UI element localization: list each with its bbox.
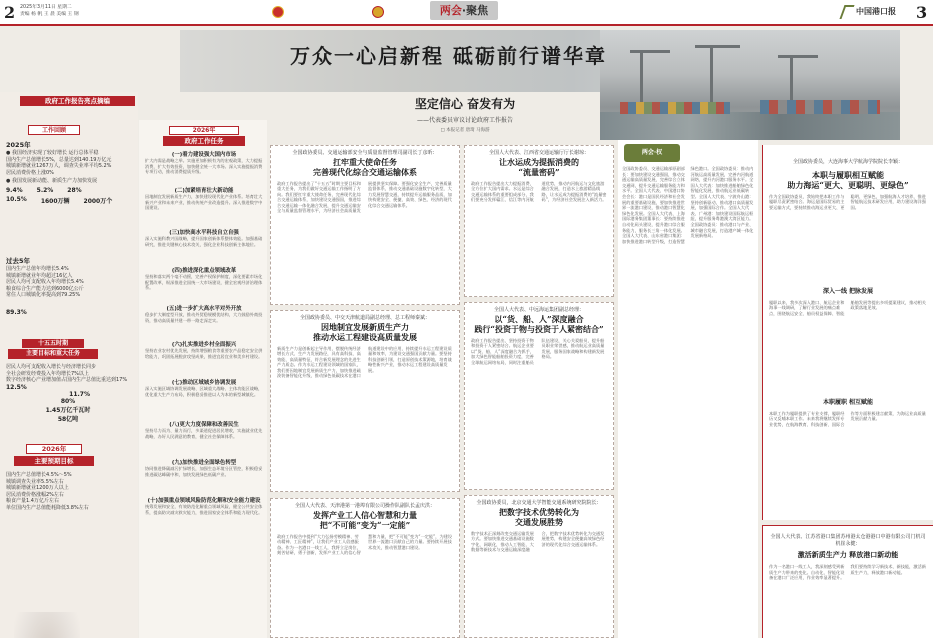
- list-item: 国内生产总值增长4.5%～5%: [6, 472, 72, 478]
- article-card: 全国人大代表、江西省交通运输厅厅长谢琼： 让水运成为提振消费的 “流量密码” 政府工作报告提出大力提振消费，全方位扩大国内需求。水运是综合交通运输体系的重要组成部分，我们要充分发挥赣江、信江等内河航道优势，推动内河航运与文化旅游融合发展，打造水上旅游精品线路，让水运成为提振消费的“流量密码”，为经济社会发展注入新活力。: [464, 145, 614, 297]
- article-subheading: 深入一线 把脉发展: [822, 287, 874, 295]
- list-item: 居民消费价格涨幅2%左右: [6, 491, 64, 498]
- stat-value: 11.7%: [69, 390, 90, 398]
- list-item: 粮食综合生产能力达到6000亿公斤: [6, 285, 84, 292]
- list-item: 城镇新增就业1200万人以上: [6, 485, 69, 491]
- article-card: 全国政协委员，北京交通大学智能交通系统研究院院长： 把数字技术优势转化为 交通发展胜势 数字技术正深刻改变交通运输发展方式。要加快推进交通基础设施数字化、网联化，推动人工智能、大数据等新技术与交通运输深度融合，把数字技术优势转化为交通发展胜势，构建安全便捷高效绿色经济的现代化综合交通运输体系。: [464, 495, 614, 638]
- article-card: 全国政协委员，大连海事大学航海学院院长李颖： 本职与履职相互赋能 助力海运“更大、更聪明、更绿色” 作为全国政协委员，我始终把本职工作与履职尽责紧密结合。海运是国际贸易的主要运输方式，要持续推动海运业更大、更聪明、更绿色，加强航海人才培养，推进智能航运技术研发应用，助力建设海洋强国。 深入一线 把脉发展 履职以来，我多次深入港口、航运企业和海事一线调研，了解行业发展的痛点难点，围绕航运安全、船员权益保障、智能船舶发展等提出多项提案建议，推动相关政策落地见效。 本职履职 相互赋能 本职工作为履职提供了专业支撑，履职经历又反哺本职工作。未来我将继续发挥专业优势，在航海教育、科技创新、国际合作等方面积极建言献策，为海运业高质量发展贡献力量。: [762, 145, 933, 520]
- task-heading: (二)加紧培育壮大新动能: [174, 188, 234, 194]
- remarks-logo-text: 两会·权: [641, 149, 663, 156]
- article-subheading: 本职履职 相互赋能: [822, 398, 874, 406]
- stat-value: 28%: [67, 186, 82, 194]
- port-photo: [600, 30, 900, 140]
- items-goals-list: [6, 472, 130, 511]
- items-past5-list: [6, 266, 130, 318]
- section-tab: [430, 1, 498, 20]
- paper-logo-icon: [839, 5, 854, 19]
- list-item: 数字经济核心产业增加值占国内生产总值比重达到17%: [6, 377, 128, 383]
- article-title: 本职与履职相互赋能: [812, 169, 884, 180]
- task-heading: (九)加快推进全面绿色转型: [171, 460, 237, 466]
- article-card: 全国政协委员、交通运输部安全与质量监督管理司副司长丁彦昕： 扛牢重大使命任务 完善现代化综合交通运输体系 政府工作报告提出了“十五五”时期主要目标和重大任务，为我们做好交通运输工作指明了方向。我们要扛牢重大使命任务，完善现代化综合交通运输体系，加快建设交通强国，推进综合交通运输一体化融合发展，提升交通运输安全与质量监督管理水平，为经济社会高质量发展提供坚实保障。要强化安全生产，完善质量监督体系，推动交通基础设施数字化转型，大力发展智慧交通，持续提升运输服务品质，加快构建安全、便捷、高效、绿色、经济的现代化综合交通运输体系。: [270, 145, 460, 305]
- list-item: 城镇新增就业年均超过16亿人: [6, 272, 73, 279]
- stat-value: 1600万辆: [40, 197, 70, 205]
- list-item: 居民消费价格上涨0%: [6, 169, 54, 176]
- article-label: 全国政协委员、中交天津航道局副总经理、总工程师秦斌：: [299, 315, 430, 321]
- article-label: 全国政协委员、交通运输部安全与质量监督管理司副司长丁彦昕：: [292, 150, 438, 156]
- feature-title: 坚定信心 奋发有为: [414, 97, 516, 111]
- stat-value: 89.3%: [6, 308, 27, 316]
- tasks-title: 政府工作任务: [163, 136, 245, 146]
- section-rest: ·聚焦: [461, 4, 489, 17]
- stat-value: 80%: [60, 397, 76, 405]
- task-heading: (七)推动区域城乡协调发展: [171, 380, 237, 386]
- article-title: 激活新质生产力 释放港口新动能: [797, 550, 899, 559]
- list-item: 常住人口城镇化率提高到79.25%: [6, 292, 81, 298]
- task-heading: (四)推进深化重点领域改革: [171, 268, 237, 274]
- task-heading: (三)加快高水平科技自立自强: [169, 230, 239, 236]
- tasks-column: [139, 120, 267, 638]
- list-item: ● 我国经济实现了较好增长 运行总体平稳: [6, 150, 99, 156]
- article-card: 全国政协委员、中交天津航道局副总经理、总工程师秦斌： 因地制宜发展新质生产力 推动水运工程建设高质量发展 新质生产力是创新起主导作用，摆脱传统经济增长方式、生产力发展路径，具有高科技、高效能、高质量特征，符合新发展理念的先进生产力质态。作为水运工程建设领域的国家队，我们要因地制宜发展新质生产力，加快推进疏浚装备智能化升级，推动绿色低碳技术在港口航道建设中的应用，持续提升水运工程建设质量和效率，为建设交通强国贡献力量。要坚持科技创新引领，打造原创技术策源地，培育战略性新兴产业，推动水运工程建设高质量发展。: [270, 310, 460, 492]
- date-line: 2025年3月11日 星期二: [20, 5, 72, 10]
- list-item: ● 我国发展新动能、新质生产力加快发展: [6, 178, 97, 184]
- tasks-list: (一)着力建设强大国内市场 扩大内需是战略之举。实施更加积极有为的宏观政策，大力提振消费，扩大有效投资，加快健全统一大市场。深入实施提振消费专项行动，推动消费提质升级。 (二)加紧培育壮大新动能 因地制宜发展新质生产力，加快建设现代化产业体系。培育壮大新兴产业和未来产业，推动传统产业改造提升。深入推进数字中国建设。 (三)加快高水平科技自立自强 深入实施科教兴国战略，提升国家创新体系整体效能。加强基础研究，推进关键核心技术攻关，强化企业科技创新主体地位。 (四)推进深化重点领域改革 坚持和落实两个毫不动摇，完善产权保护制度，深化要素市场化配置改革，纵深推进全国统一大市场建设，健全宏观经济治理体系。 (五)进一步扩大高水平对外开放 稳步扩大制度型开放，推动外贸稳规模优结构，大力鼓励外商投资，推动高质量共建一带一路走深走实。 (六)扎实推进乡村全面振兴 坚持农业农村优先发展，持续增强粮食等重要农产品稳定安全供给能力，巩固拓展脱贫攻坚成果，推进宜居宜业和美乡村建设。 (七)推动区域城乡协调发展 深入实施区域协调发展战略、区域重大战略、主体功能区战略，优化重大生产力布局，积极稳妥推进以人为本的新型城镇化。 (八)更大力度保障和改善民生 坚持尽力而为、量力而行，多渠道促进居民增收，实施就业优先战略，办好人民满意的教育，健全社会保障体系。 (九)加快推进全面绿色转型 协同推进降碳减污扩绿增长，加强生态环境分区管控，积极稳妥推进碳达峰碳中和，加快发展绿色低碳产业。 (十)加强重点领域风险防范化解和安全能力建设 统筹发展和安全，有效防范化解重点领域风险，健全公共安全体系，提高防灾减灾救灾能力，推进国家安全体系和能力现代化。: [145, 152, 263, 515]
- editor-line: 责编 杨 帆 王 晨 美编 王 钢: [20, 12, 79, 17]
- article-title: 让水运成为提振消费的: [499, 156, 579, 167]
- article-label: 全国人大代表、江西省交通运输厅厅长谢琼：: [488, 150, 589, 156]
- article-label: 全国人大代表、江苏省港口集团苏州港太仓港港口中港有限公司门机司机崔永健：: [770, 534, 926, 547]
- national-emblem-icon: [272, 6, 284, 18]
- article-title: 把“不可能”变为“一定能”: [319, 519, 411, 530]
- stat-value: 2000万个: [83, 197, 113, 205]
- items-2025-list: [6, 150, 130, 205]
- stat-value: 9.4%: [6, 186, 23, 194]
- article-label: 全国政协委员，大连海事大学航海学院院长李颖：: [792, 159, 903, 165]
- list-item: 单位国内生产总值能耗降低3.8%左右: [6, 504, 89, 511]
- list-item: 居民人均可支配收入年均增长5.4%: [6, 279, 84, 285]
- article-title: 把数字技术优势转化为: [499, 506, 579, 517]
- cppcc-emblem-icon: [372, 6, 384, 18]
- masthead: [0, 0, 933, 26]
- article-label: 全国人大代表、天津港第一港埠有限公司操作队副队长孟庆洪：: [294, 503, 435, 509]
- feature-byline: □ 本报记者 唐琦 马海游: [440, 128, 490, 133]
- sidebar-title: 政府工作报告亮点摘编: [20, 96, 135, 106]
- list-item: 粮食产量1.4万亿斤左右: [6, 498, 59, 504]
- task-heading: (一)着力建设强大国内市场: [171, 152, 237, 158]
- goals-title-2: 主要预期目标: [14, 456, 94, 466]
- stat-value: 58亿吨: [57, 415, 79, 423]
- section-red: 两会: [439, 4, 462, 17]
- stat-value: 1.45万亿千瓦时: [45, 406, 91, 414]
- article-title: 发挥产业工人信心智慧和力量: [313, 509, 417, 520]
- paper-name: 中国港口报: [856, 6, 896, 16]
- goals-title-1: 2026年: [26, 444, 82, 454]
- decorative-smoke-image: [14, 612, 80, 638]
- stat-value: 10.5%: [6, 195, 27, 203]
- remarks-column: 两会·权 全国政协委员、交通运输部原副部长：要加快建设交通强国，推动交通运输高质量发展，完善综合立体交通网，提升交通运输服务能力和水平。全国人大代表、中国港口协会会长：港口是国民经济和社会发展的重要基础设施，要加快推进世界一流港口建设，推动港口智慧化绿色化发展。全国人大代表、上海国际港务集团董事长：要持续推进自动化码头建设，提升港口综合服务能力，服务长三角一体化发展。全国人大代表、山东省港口集团：加快推进港口转型升级，打造智慧绿色港口。全国政协委员：推动内河航运高质量发展，完善内河航道网络，提升内河港口服务水平。全国人大代表：加快推进船舶绿色化智能化发展，推动航运业低碳转型。全国人大代表、宁波舟山港：坚持创新驱动，推动港口高质量发展，加强国际合作。全国人大代表、广州港：加快建设国际航运枢纽，提升服务粤港澳大湾区能力。全国政协委员：推动港口与产业、城市融合发展，打造港产城一体化发展新格局。: [618, 140, 758, 638]
- page-headline: 万众一心启新程 砥砺前行谱华章: [290, 44, 607, 68]
- article-title: 扛牢重大使命任务: [333, 156, 397, 167]
- feature-subtitle: ——代表委员审议讨论政府工作报告: [416, 117, 513, 124]
- article-title: 因地制宜发展新质生产力: [321, 321, 409, 332]
- list-item: 国内生产总值年均增长5.4%: [6, 266, 69, 272]
- article-title: 交通发展胜势: [515, 516, 563, 527]
- article-title: 践行“投资于物与投资于人紧密结合”: [474, 323, 604, 334]
- article-title: 推动水运工程建设高质量发展: [313, 331, 417, 342]
- article-title: 以“货、船、人”深度融合: [494, 313, 584, 324]
- past5-title: 过去5年: [6, 257, 31, 265]
- article-label: 全国政协委员，北京交通大学智能交通系统研究院院长：: [476, 500, 602, 506]
- task-heading: (五)进一步扩大高水平对外开放: [166, 306, 242, 312]
- list-item: 城镇调查失业率5.5%左右: [6, 478, 64, 485]
- remarks-logo: [624, 144, 680, 162]
- article-title: 完善现代化综合交通运输体系: [313, 166, 417, 177]
- article-title: “流量密码”: [518, 166, 560, 177]
- feature-header: [375, 95, 555, 133]
- article-title: 助力海运“更大、更聪明、更绿色”: [787, 179, 909, 190]
- list-item: 居民人均可支配收入增长与经济增长同步: [6, 364, 97, 370]
- task-heading: (十)加强重点领域风险防范化解和安全能力建设: [147, 498, 261, 504]
- plan-title-1: 十五五时期: [22, 339, 84, 348]
- items-plan-list: [6, 364, 130, 423]
- task-heading: (六)扎实推进乡村全面振兴: [171, 342, 237, 348]
- year-2025: 2025年: [6, 141, 31, 149]
- article-card: 全国人大代表、天津港第一港埠有限公司操作队副队长孟庆洪： 发挥产业工人信心智慧和力量 把“不可能”变为“一定能” 政府工作报告中提到“大力弘扬劳模精神、劳动精神、工匠精神”，让我们产业工人倍感振奋。作为一名港口一线工人，我将立足岗位，刻苦钻研，勇于创新，发挥产业工人的信心智慧和力量，把“不可能”变为“一定能”，为建设世界一流港口贡献自己的力量。要持续开展技术攻关，推动智慧港口建设。: [270, 498, 460, 638]
- tasks-year: 2026年: [169, 126, 239, 135]
- article-card: 全国人大代表、中远海运集团副总经理： 以“货、船、人”深度融合 践行“投资于物与投资于人紧密结合” 政府工作报告提出，坚持投资于物和投资于人紧密结合。航运企业要以“货、船、人”深度融合为抓手，加大绿色智能船舶投资力度，完善全球航运网络布局，同时注重船员队伍建设，关心关爱船员，提升船员职业荣誉感，推动航运业高质量发展，服务国家战略和构建新发展格局。: [464, 302, 614, 490]
- article-label: 全国人大代表、中远海运集团副总经理：: [493, 307, 584, 313]
- list-item: 国内生产总值增长5%，总量达到140.19万亿元: [6, 156, 112, 163]
- article-card: 全国人大代表、江苏省港口集团苏州港太仓港港口中港有限公司门机司机崔永健： 激活新质生产力 释放港口新动能 作为一名港口一线工人，我深刻感受到新质生产力带来的变化。自动化、智能化设备在港口广泛应用，作业效率显著提升。我们要持续学习新技术、新技能，激活新质生产力，释放港口新动能。: [762, 525, 933, 638]
- sidebar: [0, 92, 138, 638]
- review-title: 工作回顾: [28, 125, 80, 135]
- plan-title-2: 主要目标和重大任务: [8, 349, 98, 359]
- stat-value: 12.5%: [6, 383, 27, 391]
- right-page-number: 3: [916, 3, 928, 22]
- list-item: 城镇新增就业1267万人，调查失业率平均5.2%: [6, 163, 112, 169]
- list-item: 全社会研发经费投入年均增长7%以上: [6, 370, 89, 377]
- task-heading: (八)更大力度保障和改善民生: [169, 422, 239, 428]
- stat-value: 5.2%: [36, 186, 54, 194]
- left-page-number: 2: [4, 3, 16, 22]
